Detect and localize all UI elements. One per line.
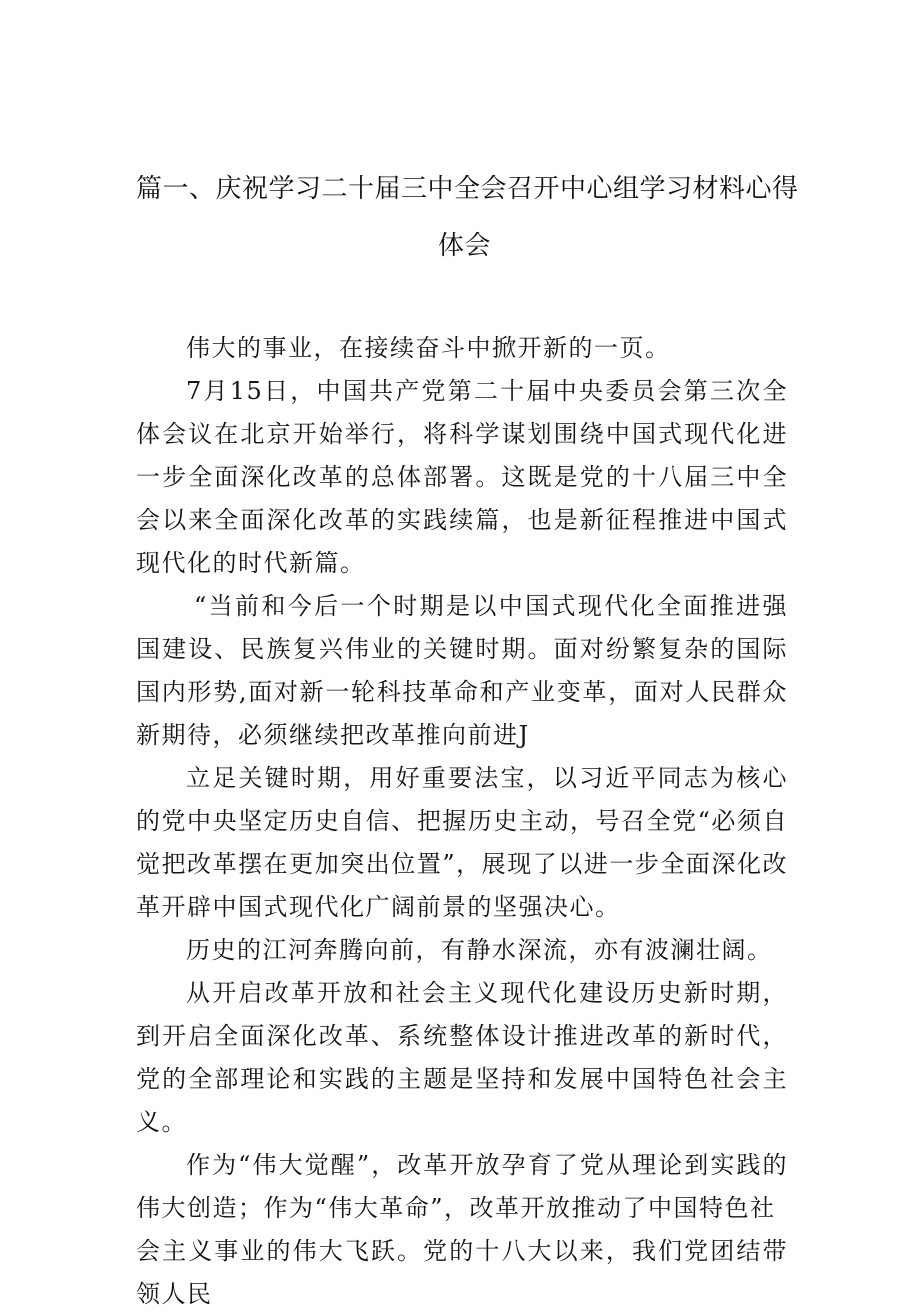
document-title-line-1: 篇一、庆祝学习二十届三中全会召开中心组学习材料心得 [136,174,799,204]
paragraph-4: 立足关键时期，用好重要法宝，以习近平同志为核心的党中央坚定历史自信、把握历史主动，号召全党“必须自觉把改革摆在更加突出位置”，展现了以进一步全面深化改革开辟中国式现代化广阔前景的坚强决心。 [136,764,788,921]
document-title-line-2: 体会 [438,231,492,261]
paragraph-7: 作为“伟大觉醒”，改革开放孕育了党从理论到实践的伟大创造；作为“伟大革命”，改革开放推动了中国特色社 [136,1151,788,1222]
document-body [136,327,788,1316]
paragraph-2: 7月15日，中国共产党第二十届中央委员会第三次全体会议在北京开始举行，将科学谋划围绕中国式现代化进一步全面深化改革的总体部署。这既是党的十八届三中全会以来全面深化改革的实践续篇，也是新征程推进中国式现代化的时代新篇。 [136,377,788,577]
paragraph-6: 从开启改革开放和社会主义现代化建设历史新时期，到开启全面深化改革、系统整体设计推进改革的新时代，党的全部理论和实践的主题是坚持和发展中国特色社会主义。 [136,979,788,1136]
paragraph-5: 历史的江河奔腾向前，有静水深流，亦有波澜壮阔。 [186,936,773,964]
paragraph-8: 会主义事业的伟大飞跃。党的十八大以来，我们党团结带领人民 [136,1237,788,1308]
paragraph-3: “当前和今后一个时期是以中国式现代化全面推进强国建设、民族复兴伟业的关键时期。面对纷繁复杂的国际国内形势,面对新一轮科技革命和产业变革，面对人民群众新期待，必须继续把改革推向前进J [136,592,788,749]
paragraph-1: 伟大的事业，在接续奋斗中掀开新的一页。 [186,334,671,362]
